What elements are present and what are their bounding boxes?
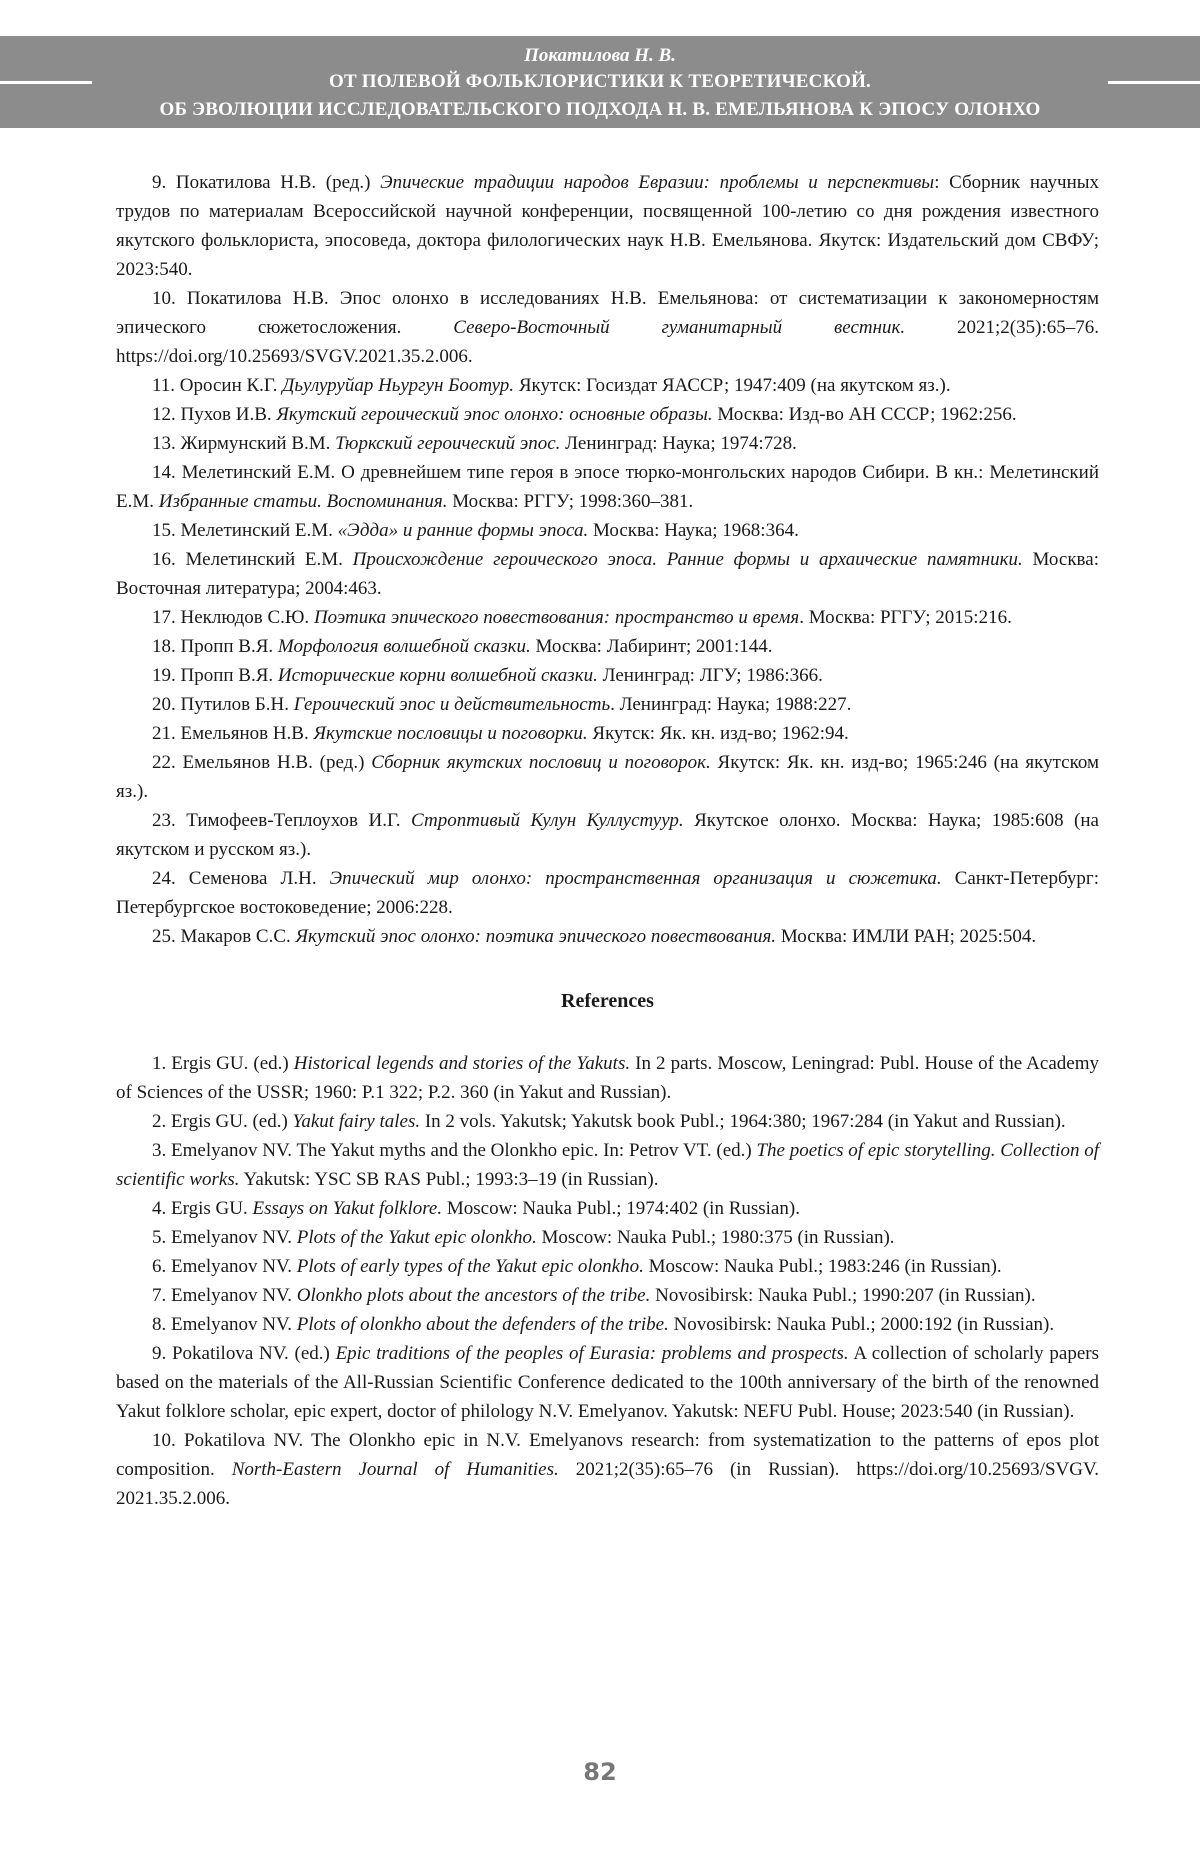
reference-entry: [116, 1281, 1099, 1310]
entry-authors: 3. Emelyanov NV. The Yakut myths and the Olonkho epic. In: Petrov VT. (ed.): [152, 1140, 757, 1161]
reference-entry: [116, 603, 1099, 632]
reference-entry: [116, 168, 1099, 284]
entry-title: Olonkho plots about the ancestors of the tribe.: [296, 1285, 651, 1306]
entry-details: Novosibirsk: Nauka Publ.; 1990:207 (in Russian).: [650, 1285, 1036, 1306]
reference-entry: [116, 922, 1099, 951]
entry-title: Historical legends and stories of the Yakuts.: [293, 1053, 631, 1074]
entry-authors: 1. Ergis GU. (ed.): [152, 1053, 294, 1074]
entry-title: The poetics of epic storytelling. Collection of scientific works.: [116, 1140, 1099, 1190]
entry-title: Северо-Восточный гуманитарный вестник.: [453, 317, 906, 338]
references-list: [116, 1049, 1099, 1513]
entry-authors: 24. Семенова Л.Н.: [152, 868, 330, 889]
entry-details: . Москва: РГГУ; 2015:216.: [799, 607, 1012, 628]
entry-details: : Сборник научных трудов по материалам Всероссийской научной конференции, посвященной 100-летию со дня рождения известного якутского фольклориста, эпосоведа, доктора филологических наук Н.В. Емельянова. Якутск: Издательский дом СВФУ; 2023:540.: [116, 172, 1099, 280]
entry-title: Якутский эпос олонхо: поэтика эпического повествования.: [295, 926, 777, 947]
entry-title: Якутские пословицы и поговорки.: [313, 723, 588, 744]
reference-entry: [116, 1252, 1099, 1281]
entry-authors: 19. Пропп В.Я.: [152, 665, 278, 686]
reference-entry: [116, 661, 1099, 690]
entry-details: Москва: ИМЛИ РАН; 2025:504.: [776, 926, 1037, 947]
entry-title: Yakut fairy tales.: [292, 1111, 421, 1132]
reference-entry: [116, 719, 1099, 748]
entry-authors: 12. Пухов И.В.: [152, 404, 277, 425]
entry-title: Эпический мир олонхо: пространственная организация и сюжетика.: [329, 868, 942, 889]
entry-details: Якутск: Як. кн. изд-во; 1962:94.: [587, 723, 849, 744]
article-body: [116, 168, 1099, 1513]
entry-authors: 13. Жирмунский В.М.: [152, 433, 336, 454]
entry-details: Якутское олонхо. Москва: Наука; 1985:608 (на якутском и русском яз.).: [116, 810, 1099, 860]
entry-title: Тюркский героический эпос.: [335, 433, 561, 454]
entry-details: 2021;2(35):65–76. https://doi.org/10.25693/SVGV.2021.35.2.006.: [116, 317, 1099, 367]
entry-details: Москва: Наука; 1968:364.: [588, 520, 799, 541]
entry-title: Plots of olonkho about the defenders of the tribe.: [296, 1314, 669, 1335]
entry-details: Якутск: Як. кн. изд-во; 1965:246 (на якутском яз.).: [116, 752, 1099, 802]
entry-title: Essays on Yakut folklore.: [252, 1198, 443, 1219]
entry-details: Yakutsk: YSC SB RAS Publ.; 1993:3–19 (in Russian).: [239, 1169, 659, 1190]
entry-authors: 9. Покатилова Н.В. (ред.): [152, 172, 381, 193]
entry-title: «Эдда» и ранние формы эпоса.: [337, 520, 589, 541]
entry-details: Санкт-Петербург: Петербургское востоковедение; 2006:228.: [116, 868, 1099, 918]
header-rule-right: [1108, 81, 1200, 84]
entry-details: Москва: Восточная литература; 2004:463.: [116, 549, 1099, 599]
entry-authors: 8. Emelyanov NV.: [152, 1314, 297, 1335]
reference-entry: [116, 1223, 1099, 1252]
literature-list: [116, 168, 1099, 951]
reference-entry: [116, 1194, 1099, 1223]
entry-authors: 15. Мелетинский Е.М.: [152, 520, 338, 541]
entry-authors: 18. Пропп В.Я.: [152, 636, 278, 657]
header-title-line-1: ОТ ПОЛЕВОЙ ФОЛЬКЛОРИСТИКИ К ТЕОРЕТИЧЕСКОЙ.: [328, 71, 872, 92]
entry-authors: 17. Неклюдов С.Ю.: [152, 607, 314, 628]
entry-details: Ленинград: ЛГУ; 1986:366.: [597, 665, 823, 686]
reference-entry: [116, 516, 1099, 545]
entry-title: North-Eastern Journal of Humanities.: [231, 1459, 559, 1480]
entry-details: Якутск: Госиздат ЯАССР; 1947:409 (на якутском яз.).: [514, 375, 951, 396]
entry-details: . Ленинград: Наука; 1988:227.: [610, 694, 852, 715]
entry-authors: 10. Покатилова Н.В. Эпос олонхо в исследованиях Н.В. Емельянова: от систематизации к закономерностям эпического сюжетосложения.: [116, 288, 1099, 338]
reference-entry: [116, 632, 1099, 661]
reference-entry: [116, 400, 1099, 429]
reference-entry: [116, 371, 1099, 400]
entry-details: Moscow: Nauka Publ.; 1974:402 (in Russian).: [442, 1198, 800, 1219]
page-number: 82: [583, 1758, 617, 1786]
header-author: Покатилова Н. В.: [524, 45, 676, 66]
entry-title: Происхождение героического эпоса. Ранние формы и архаические памятники.: [352, 549, 1023, 570]
entry-title: Строптивый Кулун Куллустуур.: [411, 810, 684, 831]
entry-title: Plots of early types of the Yakut epic olonkho.: [296, 1256, 644, 1277]
reference-entry: [116, 1136, 1099, 1194]
header-title-line-2: ОБ ЭВОЛЮЦИИ ИССЛЕДОВАТЕЛЬСКОГО ПОДХОДА Н. В. ЕМЕЛЬЯНОВА К ЭПОСУ ОЛОНХО: [159, 99, 1041, 120]
reference-entry: [116, 1339, 1099, 1426]
reference-entry: [116, 1310, 1099, 1339]
running-header: [0, 36, 1200, 128]
entry-title: Эпические традиции народов Евразии: проблемы и перспективы: [380, 172, 935, 193]
entry-authors: 7. Emelyanov NV.: [152, 1285, 297, 1306]
entry-authors: 22. Емельянов Н.В. (ред.): [152, 752, 372, 773]
entry-title: Героический эпос и действительность: [293, 694, 611, 715]
entry-title: Избранные статьи. Воспоминания.: [158, 491, 448, 512]
references-heading: References: [561, 990, 654, 1012]
entry-authors: 5. Emelyanov NV.: [152, 1227, 297, 1248]
header-rule-left: [0, 81, 92, 84]
entry-details: Novosibirsk: Nauka Publ.; 2000:192 (in Russian).: [668, 1314, 1055, 1335]
reference-entry: [116, 429, 1099, 458]
reference-entry: [116, 458, 1099, 516]
entry-authors: 11. Оросин К.Г.: [152, 375, 283, 396]
entry-details: Москва: Лабиринт; 2001:144.: [530, 636, 773, 657]
entry-authors: 4. Ergis GU.: [152, 1198, 253, 1219]
reference-entry: [116, 284, 1099, 371]
entry-authors: 6. Emelyanov NV.: [152, 1256, 297, 1277]
entry-authors: 23. Тимофеев-Теплоухов И.Г.: [152, 810, 412, 831]
reference-entry: [116, 806, 1099, 864]
reference-entry: [116, 1426, 1099, 1513]
reference-entry: [116, 1107, 1099, 1136]
entry-details: Москва: Изд-во АН СССР; 1962:256.: [712, 404, 1017, 425]
reference-entry: [116, 690, 1099, 719]
entry-authors: 20. Путилов Б.Н.: [152, 694, 294, 715]
reference-entry: [116, 748, 1099, 806]
entry-title: Plots of the Yakut epic olonkho.: [296, 1227, 537, 1248]
entry-details: Moscow: Nauka Publ.; 1983:246 (in Russian).: [643, 1256, 1002, 1277]
entry-authors: 16. Мелетинский Е.М.: [152, 549, 353, 570]
entry-title: Морфология волшебной сказки.: [277, 636, 531, 657]
entry-details: Москва: РГГУ; 1998:360–381.: [447, 491, 694, 512]
entry-authors: 25. Макаров С.С.: [152, 926, 296, 947]
entry-details: 2021;2(35):65–76 (in Russian). https://doi.org/10.25693/SVGV. 2021.35.2.006.: [116, 1459, 1099, 1509]
entry-title: Поэтика эпического повествования: пространство и время: [313, 607, 800, 628]
entry-details: Moscow: Nauka Publ.; 1980:375 (in Russian).: [536, 1227, 895, 1248]
entry-title: Сборник якутских пословиц и поговорок.: [371, 752, 711, 773]
entry-authors: 21. Емельянов Н.В.: [152, 723, 314, 744]
entry-authors: 2. Ergis GU. (ed.): [152, 1111, 293, 1132]
entry-authors: 9. Pokatilova NV. (ed.): [152, 1343, 336, 1364]
entry-authors: 14. Мелетинский Е.М. О древнейшем типе героя в эпосе тюрко-монгольских народов Сибири. В кн.: Мелетинский Е.М.: [116, 462, 1099, 512]
entry-details: In 2 parts. Moscow, Leningrad: Publ. House of the Academy of Sciences of the USSR; 1960: P.1 322; P.2. 360 (in Yakut and Russian).: [116, 1053, 1099, 1103]
entry-title: Дьулуруйар Ньургун Боотур.: [282, 375, 515, 396]
entry-title: Якутский героический эпос олонхо: основные образы.: [276, 404, 713, 425]
entry-details: Ленинград: Наука; 1974:728.: [560, 433, 797, 454]
entry-title: Исторические корни волшебной сказки.: [277, 665, 598, 686]
reference-entry: [116, 545, 1099, 603]
entry-details: A collection of scholarly papers based on the materials of the All-Russian Scientific Conference dedicated to the 100th anniversary of the birth of the renowned Yakut folklore scholar, epic expert, doctor of philology N.V. Emelyanov. Yakutsk: NEFU Publ. House; 2023:540 (in Russian).: [116, 1343, 1099, 1422]
entry-authors: 10. Pokatilova NV. The Olonkho epic in N.V. Emelyanovs research: from systematization to the patterns of epos plot composition.: [116, 1430, 1099, 1480]
entry-title: Epic traditions of the peoples of Eurasia: problems and prospects.: [335, 1343, 849, 1364]
reference-entry: [116, 864, 1099, 922]
reference-entry: [116, 1049, 1099, 1107]
entry-details: In 2 vols. Yakutsk; Yakutsk book Publ.; 1964:380; 1967:284 (in Yakut and Russian).: [420, 1111, 1066, 1132]
